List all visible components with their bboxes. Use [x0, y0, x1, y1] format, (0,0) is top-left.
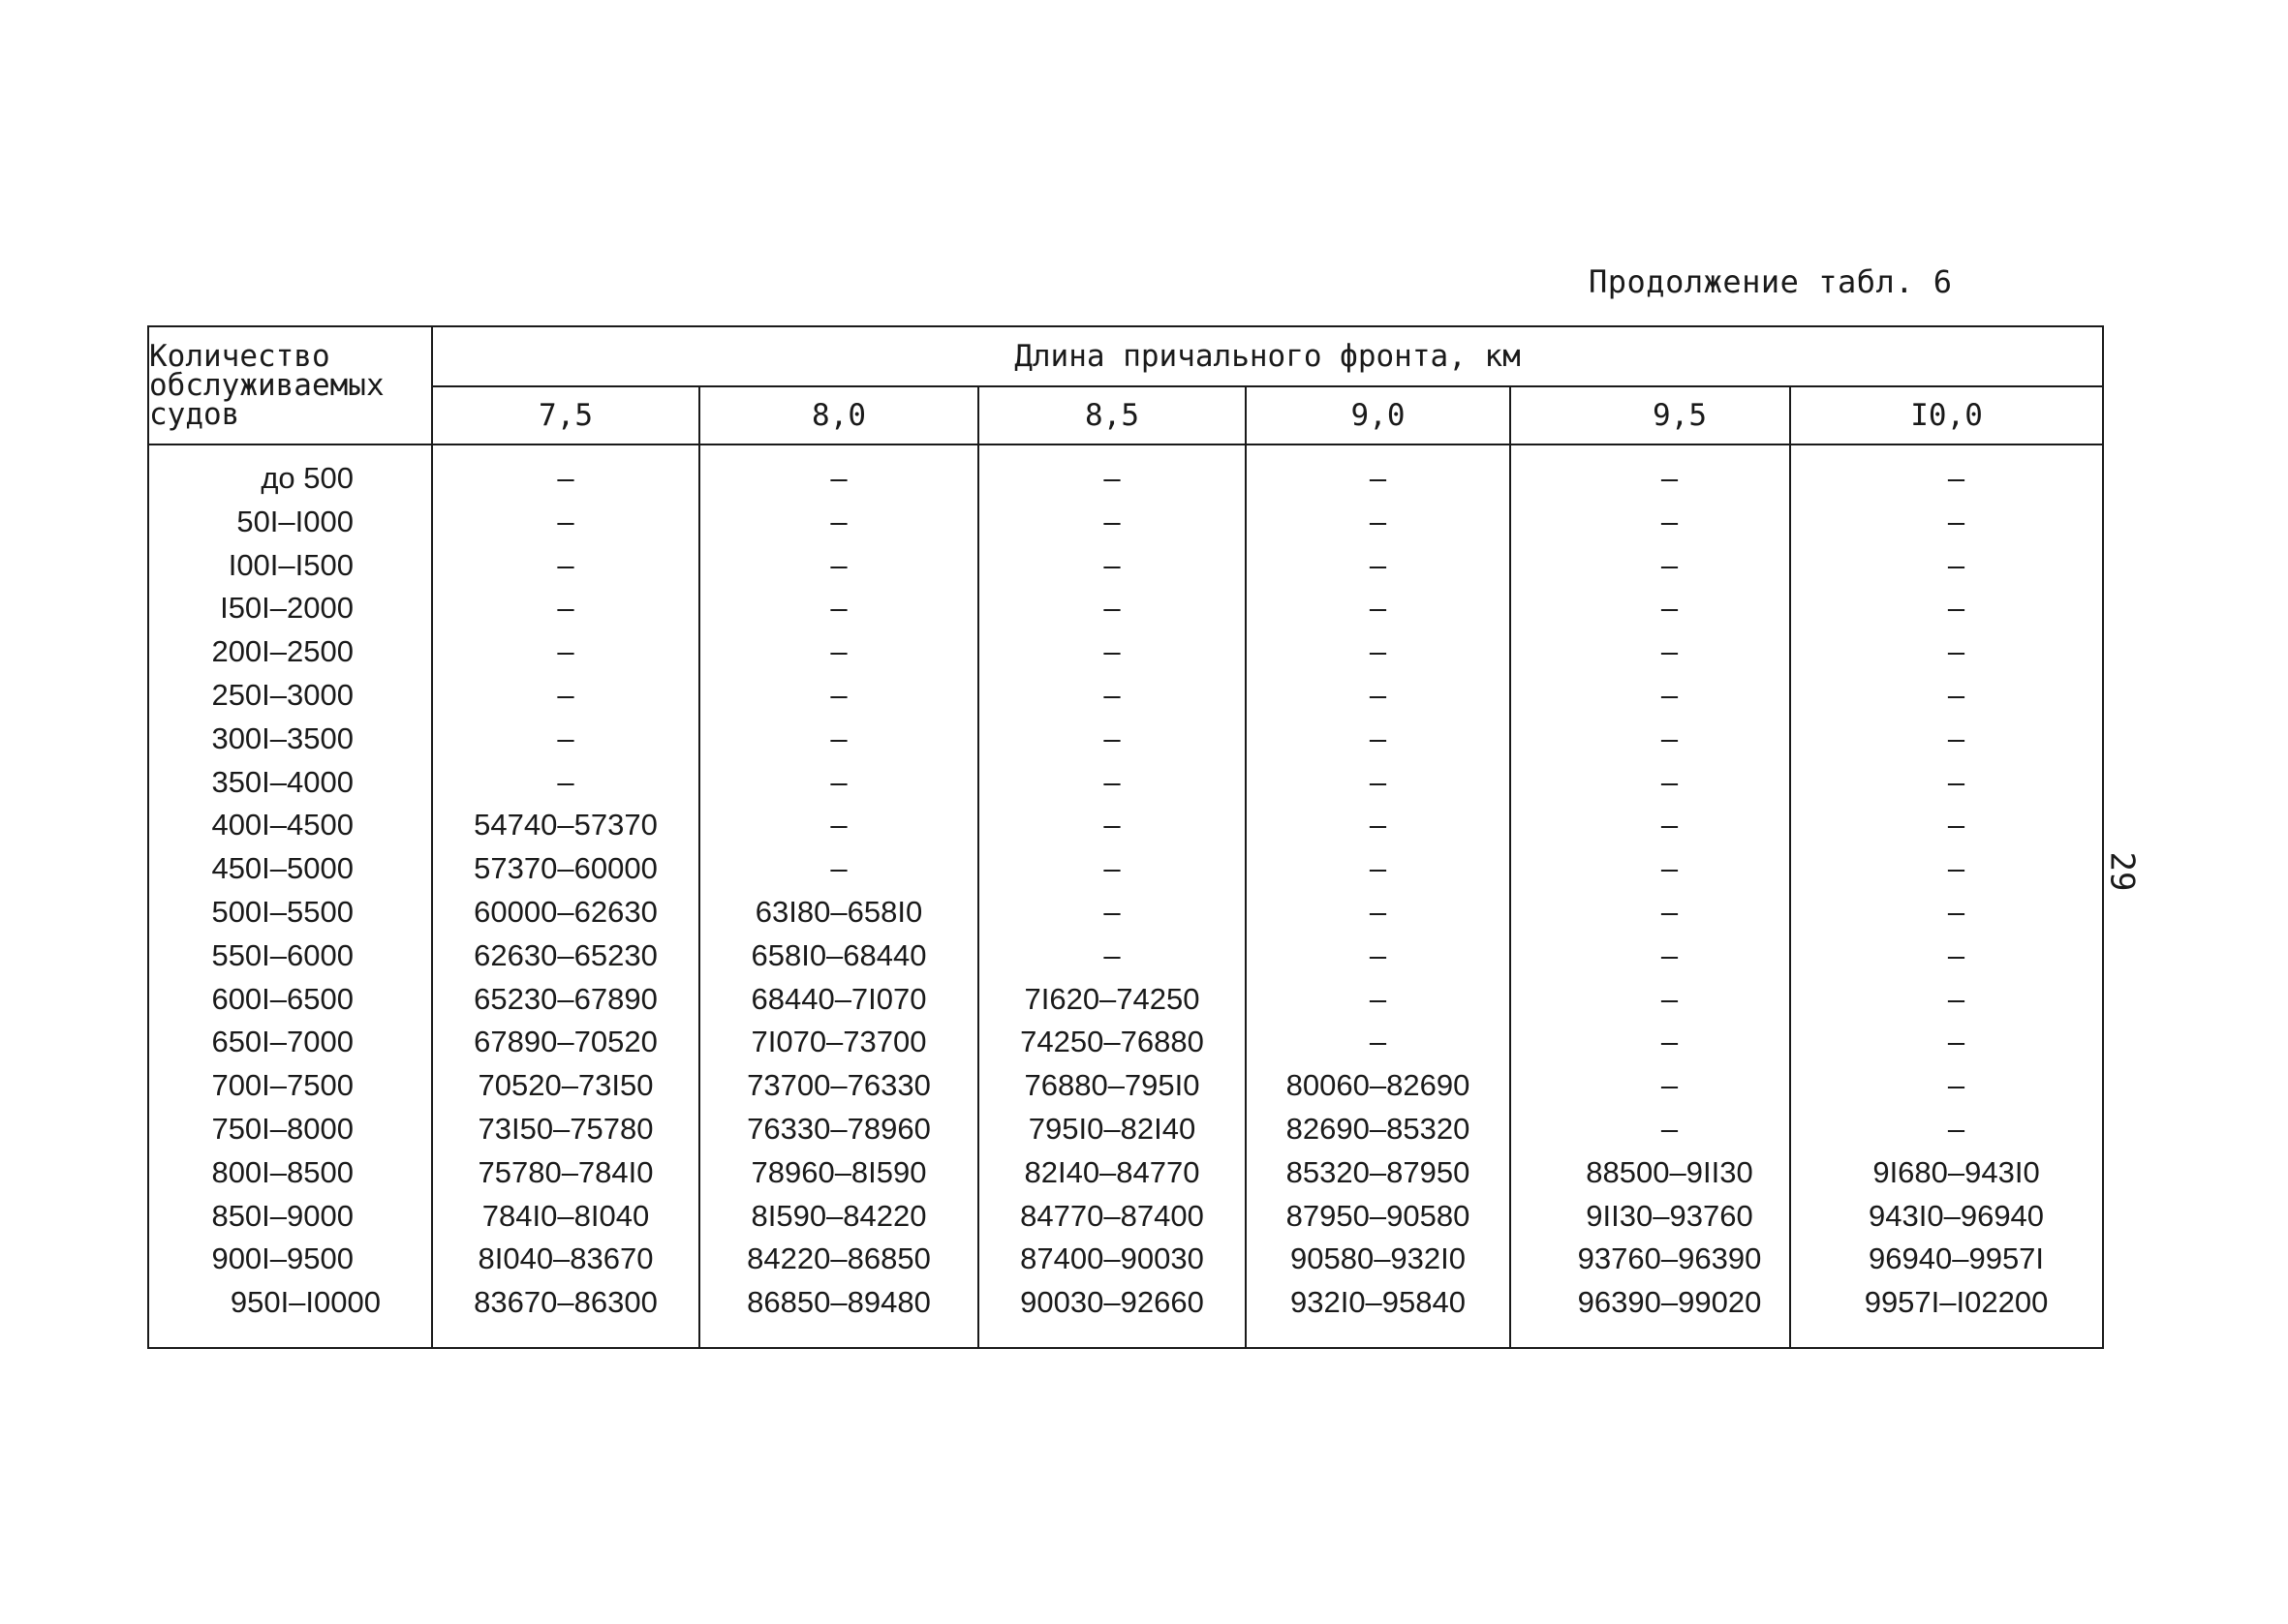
table-cell: –	[699, 718, 978, 761]
row-label: 650I–7000	[148, 1021, 432, 1064]
table-cell: 90580–932I0	[1246, 1238, 1510, 1281]
row-label: 450I–5000	[148, 847, 432, 891]
table-cell: –	[1510, 847, 1790, 891]
table-cell: –	[699, 587, 978, 630]
table-cell: 76330–78960	[699, 1108, 978, 1151]
table-cell: –	[978, 761, 1246, 805]
table-row	[148, 935, 2103, 978]
table-cell: –	[1246, 804, 1510, 847]
table-cell: –	[432, 544, 699, 588]
table-cell: –	[699, 630, 978, 674]
row-label: 550I–6000	[148, 935, 432, 978]
table-cell: 8I040–83670	[432, 1238, 699, 1281]
group-header: Длина причального фронта, км	[432, 326, 2103, 386]
table-cell: –	[1246, 587, 1510, 630]
table-cell: –	[1510, 674, 1790, 718]
table-cell: 83670–86300	[432, 1281, 699, 1348]
row-label: 850I–9000	[148, 1195, 432, 1239]
table-cell: –	[1510, 804, 1790, 847]
row-label: 600I–6500	[148, 978, 432, 1022]
row-label: 700I–7500	[148, 1064, 432, 1108]
table-cell: 76880–795I0	[978, 1064, 1246, 1108]
table-row	[148, 718, 2103, 761]
table-cell: 68440–7I070	[699, 978, 978, 1022]
table-row	[148, 630, 2103, 674]
table-row	[148, 761, 2103, 805]
row-label: 350I–4000	[148, 761, 432, 805]
row-label: до 500	[148, 444, 432, 501]
table-cell: –	[978, 891, 1246, 935]
table-cell: –	[978, 674, 1246, 718]
column-header: 7,5	[432, 386, 699, 444]
table-cell: 82690–85320	[1246, 1108, 1510, 1151]
table-cell: –	[432, 718, 699, 761]
row-label: 500I–5500	[148, 891, 432, 935]
table-cell: –	[1246, 501, 1510, 544]
table-cell: 96940–9957I	[1790, 1238, 2103, 1281]
table-cell: –	[1246, 935, 1510, 978]
row-label: I50I–2000	[148, 587, 432, 630]
table-cell: 93760–96390	[1510, 1238, 1790, 1281]
table-cell: 96390–99020	[1510, 1281, 1790, 1348]
table-cell: 74250–76880	[978, 1021, 1246, 1064]
table-cell: 7I620–74250	[978, 978, 1246, 1022]
table-cell: –	[1790, 718, 2103, 761]
table-cell: –	[1510, 444, 1790, 501]
table-cell: –	[699, 674, 978, 718]
table-cell: –	[1246, 978, 1510, 1022]
table-cell: 7I070–73700	[699, 1021, 978, 1064]
table-body	[148, 444, 2103, 1348]
table-cell: 86850–89480	[699, 1281, 978, 1348]
table-cell: 73700–76330	[699, 1064, 978, 1108]
table-cell: –	[699, 501, 978, 544]
table-cell: –	[1510, 935, 1790, 978]
table-cell: –	[1790, 1064, 2103, 1108]
row-header-line: обслуживаемых	[149, 368, 385, 403]
table-cell: 65230–67890	[432, 978, 699, 1022]
table-cell: 9I680–943I0	[1790, 1151, 2103, 1195]
table-row	[148, 674, 2103, 718]
table-cell: 80060–82690	[1246, 1064, 1510, 1108]
table-cell: 90030–92660	[978, 1281, 1246, 1348]
table-cell: –	[1790, 935, 2103, 978]
table-row	[148, 544, 2103, 588]
table-row	[148, 978, 2103, 1022]
table-cell: 63I80–658I0	[699, 891, 978, 935]
row-label: 200I–2500	[148, 630, 432, 674]
table-cell: 784I0–8I040	[432, 1195, 699, 1239]
row-label: I00I–I500	[148, 544, 432, 588]
table-cell: –	[1510, 978, 1790, 1022]
data-table	[147, 325, 2104, 1349]
row-label: 50I–I000	[148, 501, 432, 544]
table-cell: 62630–65230	[432, 935, 699, 978]
column-header: 9,0	[1246, 386, 1510, 444]
table-cell: –	[1790, 444, 2103, 501]
table-cell: 84770–87400	[978, 1195, 1246, 1239]
table-cell: –	[978, 544, 1246, 588]
table-cell: 60000–62630	[432, 891, 699, 935]
column-header: 8,5	[978, 386, 1246, 444]
table-cell: 57370–60000	[432, 847, 699, 891]
table-cell: –	[432, 501, 699, 544]
row-header-line: Количество	[149, 339, 330, 374]
table-row	[148, 1021, 2103, 1064]
table-cell: –	[1246, 630, 1510, 674]
table-row	[148, 1238, 2103, 1281]
table-cell: –	[1510, 1021, 1790, 1064]
table-cell: –	[1246, 544, 1510, 588]
table-cell: –	[1510, 1064, 1790, 1108]
table-cell: –	[1790, 544, 2103, 588]
table-cell: 658I0–68440	[699, 935, 978, 978]
table-cell: 795I0–82I40	[978, 1108, 1246, 1151]
table-cell: –	[1790, 847, 2103, 891]
table-cell: 8I590–84220	[699, 1195, 978, 1239]
table-row	[148, 1151, 2103, 1195]
table-cell: –	[432, 674, 699, 718]
row-label: 750I–8000	[148, 1108, 432, 1151]
table-cell: –	[432, 587, 699, 630]
table-cell: –	[1510, 1108, 1790, 1151]
table-row	[148, 1281, 2103, 1348]
table-cell: 67890–70520	[432, 1021, 699, 1064]
row-label: 250I–3000	[148, 674, 432, 718]
column-header: I0,0	[1790, 386, 2103, 444]
table-cell: –	[1790, 501, 2103, 544]
table-header	[148, 326, 2103, 444]
table-cell: 54740–57370	[432, 804, 699, 847]
table-cell: –	[1246, 847, 1510, 891]
table-cell: –	[1790, 630, 2103, 674]
table-cell: –	[1790, 1021, 2103, 1064]
table-row	[148, 1108, 2103, 1151]
table-cell: 88500–9II30	[1510, 1151, 1790, 1195]
row-label: 950I–I0000	[148, 1281, 432, 1348]
table-caption: Продолжение табл. 6	[1589, 263, 1953, 300]
table-cell: –	[699, 847, 978, 891]
table-cell: –	[1246, 444, 1510, 501]
table-row	[148, 847, 2103, 891]
table-row	[148, 1195, 2103, 1239]
table-cell: 87950–90580	[1246, 1195, 1510, 1239]
table-row	[148, 444, 2103, 501]
table-cell: –	[1510, 501, 1790, 544]
table-cell: 9957I–I02200	[1790, 1281, 2103, 1348]
table-cell: –	[1510, 544, 1790, 588]
table-cell: 85320–87950	[1246, 1151, 1510, 1195]
table-cell: 9II30–93760	[1510, 1195, 1790, 1239]
table-cell: 78960–8I590	[699, 1151, 978, 1195]
table-cell: –	[432, 630, 699, 674]
table-cell: 75780–784I0	[432, 1151, 699, 1195]
table-row	[148, 804, 2103, 847]
table-cell: –	[1790, 674, 2103, 718]
table-cell: 87400–90030	[978, 1238, 1246, 1281]
table-cell: 943I0–96940	[1790, 1195, 2103, 1239]
table-cell: –	[1510, 891, 1790, 935]
table-cell: 932I0–95840	[1246, 1281, 1510, 1348]
table-cell: –	[1510, 587, 1790, 630]
table-cell: –	[978, 444, 1246, 501]
table-cell: –	[1246, 761, 1510, 805]
table-cell: –	[699, 444, 978, 501]
table-cell: –	[699, 544, 978, 588]
page-number: 29	[2102, 851, 2142, 892]
row-label: 800I–8500	[148, 1151, 432, 1195]
table-cell: –	[1510, 761, 1790, 805]
table-cell: –	[1510, 630, 1790, 674]
table-cell: –	[1790, 978, 2103, 1022]
table-cell: –	[1790, 804, 2103, 847]
table-cell: –	[1510, 718, 1790, 761]
table-row	[148, 891, 2103, 935]
table-cell: –	[1246, 674, 1510, 718]
table-cell: –	[1790, 761, 2103, 805]
row-label: 300I–3500	[148, 718, 432, 761]
table-cell: –	[978, 587, 1246, 630]
table-cell: –	[1790, 891, 2103, 935]
row-label: 400I–4500	[148, 804, 432, 847]
row-label: 900I–9500	[148, 1238, 432, 1281]
table-cell: –	[1246, 891, 1510, 935]
row-header-line: судов	[149, 397, 240, 432]
column-header: 9,5	[1510, 386, 1790, 444]
table-cell: –	[1246, 1021, 1510, 1064]
row-header-cell	[148, 326, 432, 444]
table-cell: –	[978, 630, 1246, 674]
table-cell: 70520–73I50	[432, 1064, 699, 1108]
table-cell: 84220–86850	[699, 1238, 978, 1281]
table-cell: –	[432, 761, 699, 805]
table-cell: –	[432, 444, 699, 501]
table-cell: –	[1790, 587, 2103, 630]
table-row	[148, 501, 2103, 544]
table-cell: –	[1246, 718, 1510, 761]
table-cell: –	[978, 847, 1246, 891]
table-cell: 73I50–75780	[432, 1108, 699, 1151]
table-cell: –	[699, 761, 978, 805]
table-cell: –	[699, 804, 978, 847]
table-row	[148, 587, 2103, 630]
table-cell: –	[978, 935, 1246, 978]
table-cell: 82I40–84770	[978, 1151, 1246, 1195]
table-row	[148, 1064, 2103, 1108]
table-cell: –	[978, 718, 1246, 761]
table-cell: –	[978, 501, 1246, 544]
table-cell: –	[978, 804, 1246, 847]
column-header: 8,0	[699, 386, 978, 444]
table-cell: –	[1790, 1108, 2103, 1151]
